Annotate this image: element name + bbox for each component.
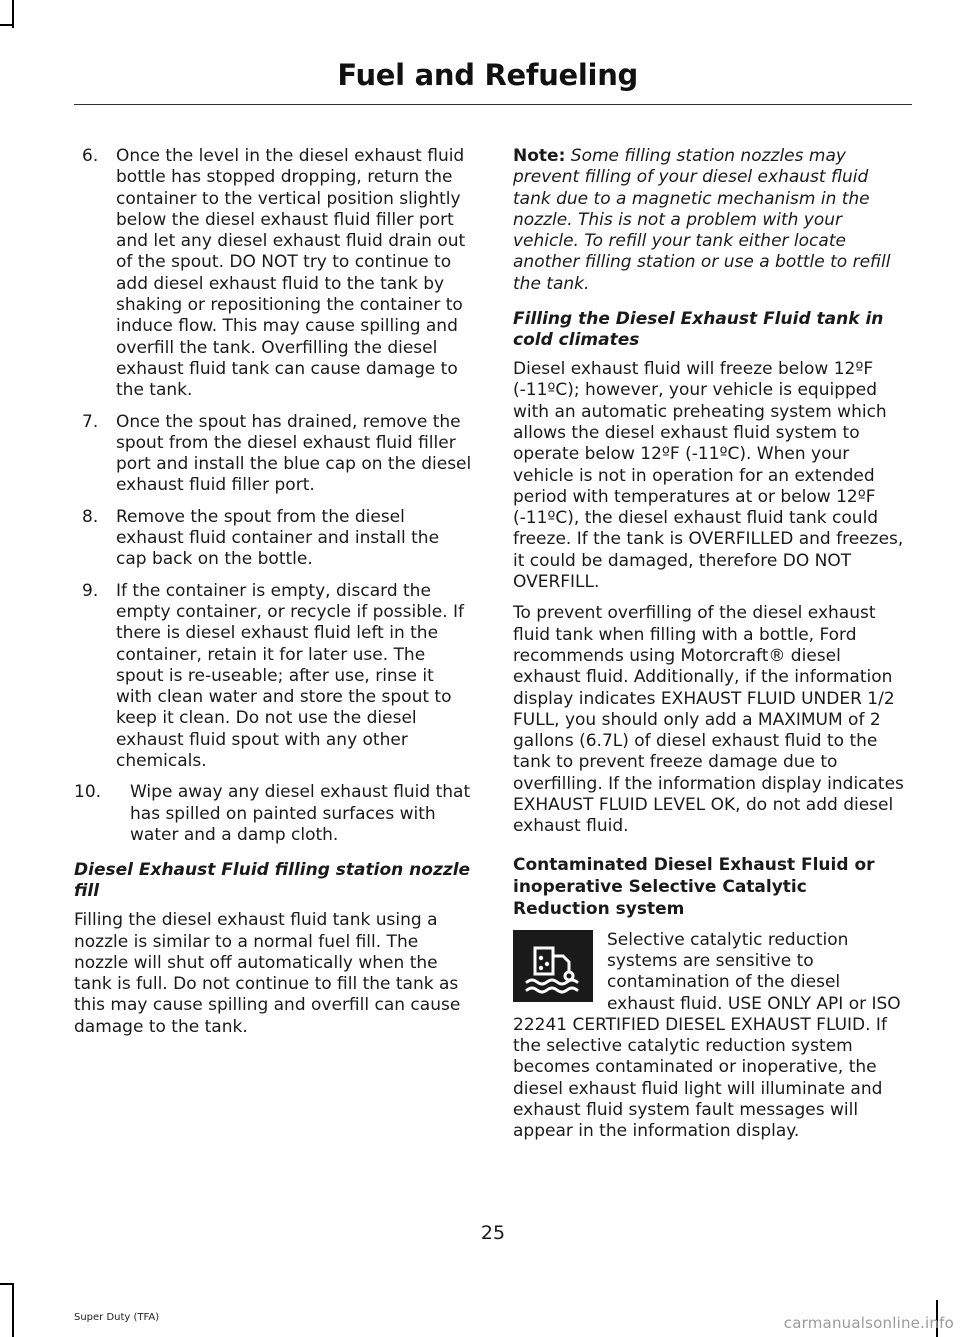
list-item (74, 507, 474, 571)
list-item (74, 581, 474, 773)
note-paragraph (513, 146, 907, 295)
crop-mark (12, 1283, 14, 1337)
cold-climates-heading: Filling the Diesel Exhaust Fluid tank in cold climates (513, 309, 884, 351)
footer-model: Super Duty (TFA) (74, 1312, 160, 1323)
left-column (74, 146, 474, 1048)
note-text: Some filling station nozzles may prevent filling of your diesel exhaust fluid tank due to a magnetic mechanism in the nozzle. This is not a problem with your vehicle. To refill your tank either locate another filling station or use a bottle to refill the tank. (513, 146, 891, 294)
page-number: 25 (480, 1222, 506, 1244)
contaminated-heading: Contaminated Diesel Exhaust Fluid or inoperative Selective Catalytic Reduction system (513, 854, 875, 919)
watermark: carmanualsonline.info (783, 1314, 954, 1332)
list-item (74, 782, 474, 846)
step-number: 10. (74, 782, 102, 803)
cold-climates-paragraph-2: To prevent overfilling of the diesel exhaust fluid tank when filling with a bottle, Ford recommends using Motorcraft® diesel exhaust fluid. Additionally, if the information display indicates EXHAUST FLUID UNDER 1/2 FULL, you should only add a MAXIMUM of 2 gallons (6.7L) of diesel exhaust fluid to the tank to prevent freeze damage due to overfilling. If the information display indicates EXHAUST FLUID LEVEL OK, do not add diesel exhaust fluid. (513, 603, 904, 837)
step-text: Wipe away any diesel exhaust fluid that has spilled on painted surfaces with water and a damp cloth. (130, 782, 471, 845)
step-text: If the container is empty, discard the empty container, or recycle if possible. If there is diesel exhaust fluid left in the container, retain it for later use. The spout is re-useable; after use, rinse it with clean water and store the spout to keep it clean. Do not use the diesel exhaust fluid spout with any other chemicals. (116, 580, 465, 772)
step-number: 9. (82, 580, 99, 601)
step-list (74, 146, 474, 846)
step-text: Once the spout has drained, remove the spout from the diesel exhaust fluid filler port and install the blue cap on the diesel exhaust fluid filler port. (116, 411, 472, 496)
nozzle-fill-heading: Diesel Exhaust Fluid filling station nozzle fill (74, 860, 471, 902)
exhaust-fluid-warning-icon (513, 930, 593, 1002)
contaminated-section (513, 930, 907, 1143)
right-column (513, 146, 907, 1153)
list-item (74, 412, 474, 497)
step-number: 6. (82, 146, 99, 166)
contaminated-paragraph: Selective catalytic reduction systems are sensitive to contamination of the diesel exhaust fluid. USE ONLY API or ISO 22241 CERTIFIED DIESEL EXHAUST FLUID. If the selective catalytic reduction system becomes contaminated or inoperative, the diesel exhaust fluid light will illuminate and exhaust fluid system fault messages will appear in the information display. (513, 929, 901, 1142)
crop-mark (0, 1283, 14, 1285)
note-label: Note: (513, 146, 566, 166)
step-text: Remove the spout from the diesel exhaust fluid container and install the cap back on the bottle. (116, 506, 440, 570)
cold-climates-paragraph-1: Diesel exhaust fluid will freeze below 12ºF (-11ºC); however, your vehicle is equipped with an automatic preheating system which allows the diesel exhaust fluid system to operate below 12ºF (-11ºC). When your vehicle is not in operation for an extended period with temperatures at or below 12ºF (-11ºC), the diesel exhaust fluid tank could freeze. If the tank is OVERFILLED and freezes, it could be damaged, therefore DO NOT OVERFILL. (513, 359, 904, 593)
step-text: Once the level in the diesel exhaust fluid bottle has stopped dropping, return the container to the vertical position slightly below the diesel exhaust fluid filler port and let any diesel exhaust fluid drain out of the spout. DO NOT try to continue to add diesel exhaust fluid to the tank by shaking or repositioning the container to induce flow. This may cause spilling and overfill the tank. Overfilling the diesel exhaust fluid tank can cause damage to the tank. (116, 146, 466, 401)
page-title: Fuel and Refueling (337, 58, 638, 92)
step-number: 8. (82, 506, 99, 527)
header-divider (74, 104, 912, 105)
step-number: 7. (82, 411, 99, 432)
nozzle-fill-paragraph: Filling the diesel exhaust fluid tank using a nozzle is similar to a normal fuel fill. The nozzle will shut off automatically when the tank is full. Do not continue to fill the tank as this may cause spilling and overfill can cause damage to the tank. (74, 910, 461, 1037)
list-item (74, 146, 474, 402)
crop-mark (0, 24, 14, 26)
